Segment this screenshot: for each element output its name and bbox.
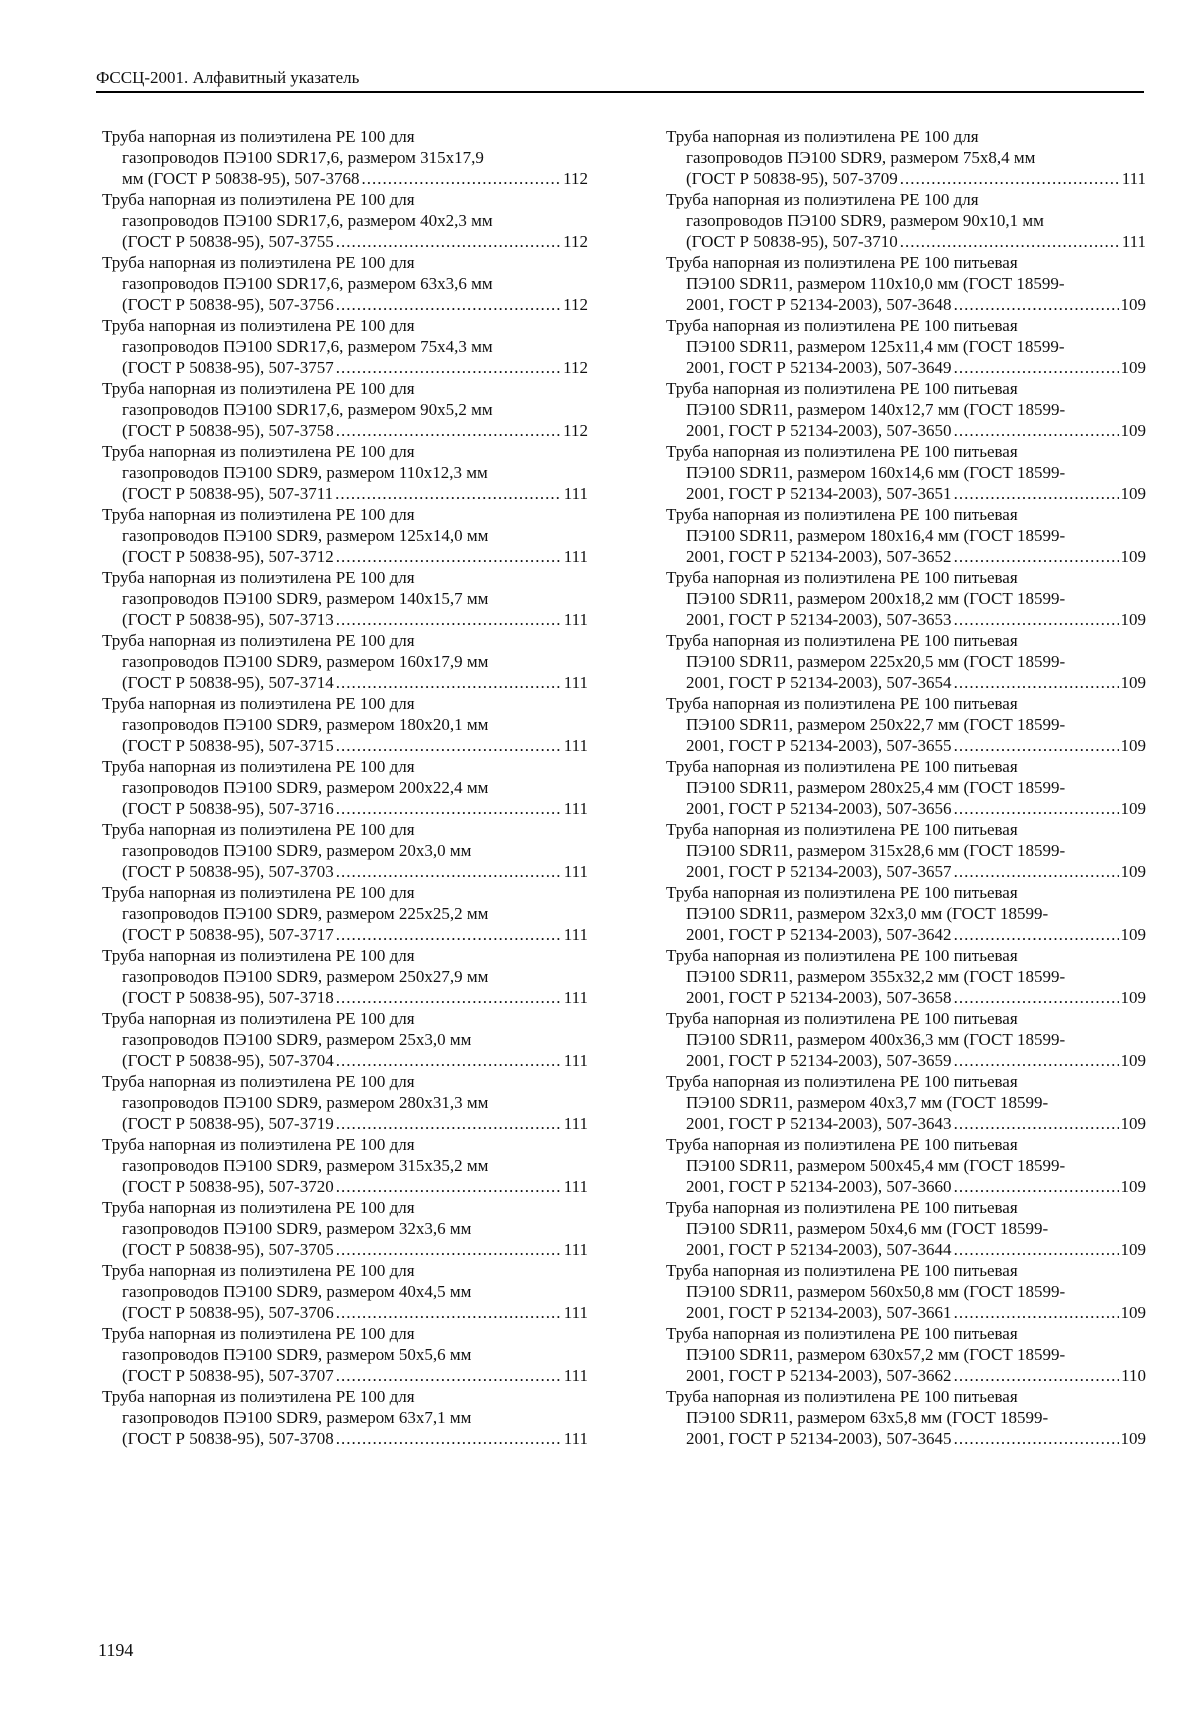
dot-leader — [954, 1302, 1119, 1323]
entry-page-number: 109 — [1120, 1303, 1146, 1322]
entry-reference: 2001, ГОСТ Р 52134-2003), 507-3658 — [686, 988, 952, 1007]
entry-reference: (ГОСТ Р 50838-95), 507-3719 — [122, 1114, 334, 1133]
entry-page-number: 111 — [563, 1051, 588, 1070]
entry-line-1: Труба напорная из полиэтилена PE 100 питьевая — [666, 316, 1018, 335]
dot-leader — [954, 1365, 1120, 1386]
index-entry — [666, 126, 1146, 189]
dot-leader — [954, 735, 1119, 756]
index-entry — [666, 945, 1146, 1008]
entry-line-3 — [102, 168, 588, 189]
entry-page-number: 109 — [1120, 1051, 1146, 1070]
entry-reference: (ГОСТ Р 50838-95), 507-3703 — [122, 862, 334, 881]
entry-page-number: 109 — [1120, 1429, 1146, 1448]
entry-line-2: ПЭ100 SDR11, размером 32х3,0 мм (ГОСТ 18599- — [686, 904, 1049, 923]
entry-line-1: Труба напорная из полиэтилена PE 100 для — [102, 1072, 415, 1091]
entry-line-3 — [666, 168, 1146, 189]
index-column-left — [102, 126, 588, 1449]
dot-leader — [954, 1239, 1119, 1260]
entry-line-3 — [666, 546, 1146, 567]
index-entry — [666, 504, 1146, 567]
entry-page-number: 109 — [1120, 421, 1146, 440]
entry-reference: 2001, ГОСТ Р 52134-2003), 507-3643 — [686, 1114, 952, 1133]
dot-leader — [336, 1302, 562, 1323]
entry-line-2: газопроводов ПЭ100 SDR9, размером 75х8,4 мм — [686, 148, 1036, 167]
dot-leader — [954, 483, 1119, 504]
entry-reference: (ГОСТ Р 50838-95), 507-3710 — [686, 232, 898, 251]
entry-line-1: Труба напорная из полиэтилена PE 100 питьевая — [666, 946, 1018, 965]
entry-reference: (ГОСТ Р 50838-95), 507-3709 — [686, 169, 898, 188]
entry-line-1: Труба напорная из полиэтилена PE 100 питьевая — [666, 631, 1018, 650]
entry-reference: 2001, ГОСТ Р 52134-2003), 507-3659 — [686, 1051, 952, 1070]
dot-leader — [954, 798, 1119, 819]
dot-leader — [336, 672, 562, 693]
entry-line-2: газопроводов ПЭ100 SDR9, размером 90х10,1 мм — [686, 211, 1044, 230]
dot-leader — [954, 1428, 1119, 1449]
entry-line-2: газопроводов ПЭ100 SDR9, размером 32х3,6 мм — [122, 1219, 472, 1238]
entry-line-2: газопроводов ПЭ100 SDR9, размером 140х15,7 мм — [122, 589, 489, 608]
index-entry — [666, 1134, 1146, 1197]
entry-line-1: Труба напорная из полиэтилена PE 100 для — [102, 127, 415, 146]
entry-page-number: 109 — [1120, 1240, 1146, 1259]
entry-line-1: Труба напорная из полиэтилена PE 100 питьевая — [666, 1387, 1018, 1406]
page-number: 1194 — [98, 1640, 134, 1660]
entry-line-2: ПЭ100 SDR11, размером 160х14,6 мм (ГОСТ 18599- — [686, 463, 1066, 482]
dot-leader — [336, 546, 562, 567]
entry-line-2: газопроводов ПЭ100 SDR9, размером 280х31,3 мм — [122, 1093, 489, 1112]
entry-line-2: ПЭ100 SDR11, размером 500х45,4 мм (ГОСТ 18599- — [686, 1156, 1066, 1175]
entry-line-2: газопроводов ПЭ100 SDR9, размером 225х25,2 мм — [122, 904, 489, 923]
entry-line-2: ПЭ100 SDR11, размером 180х16,4 мм (ГОСТ 18599- — [686, 526, 1066, 545]
entry-line-1: Труба напорная из полиэтилена PE 100 для — [102, 694, 415, 713]
entry-line-2: ПЭ100 SDR11, размером 40х3,7 мм (ГОСТ 18599- — [686, 1093, 1049, 1112]
entry-line-2: газопроводов ПЭ100 SDR9, размером 160х17,9 мм — [122, 652, 489, 671]
entry-line-3 — [666, 1365, 1146, 1386]
entry-line-1: Труба напорная из полиэтилена PE 100 для — [102, 1261, 415, 1280]
index-entry — [102, 504, 588, 567]
dot-leader — [336, 1239, 562, 1260]
entry-page-number: 109 — [1120, 610, 1146, 629]
entry-line-3 — [666, 1113, 1146, 1134]
entry-line-1: Труба напорная из полиэтилена PE 100 для — [102, 946, 415, 965]
entry-reference: 2001, ГОСТ Р 52134-2003), 507-3649 — [686, 358, 952, 377]
dot-leader — [954, 924, 1119, 945]
entry-line-1: Труба напорная из полиэтилена PE 100 питьевая — [666, 820, 1018, 839]
entry-page-number: 109 — [1120, 862, 1146, 881]
entry-reference: (ГОСТ Р 50838-95), 507-3718 — [122, 988, 334, 1007]
entry-line-1: Труба напорная из полиэтилена PE 100 питьевая — [666, 568, 1018, 587]
entry-line-1: Труба напорная из полиэтилена PE 100 для — [102, 1135, 415, 1154]
dot-leader — [900, 168, 1120, 189]
entry-line-3 — [666, 798, 1146, 819]
index-entry — [102, 189, 588, 252]
dot-leader — [336, 1365, 562, 1386]
entry-reference: (ГОСТ Р 50838-95), 507-3705 — [122, 1240, 334, 1259]
dot-leader — [335, 483, 562, 504]
entry-line-2: газопроводов ПЭ100 SDR17,6, размером 63х3,6 мм — [122, 274, 493, 293]
entry-line-2: ПЭ100 SDR11, размером 50х4,6 мм (ГОСТ 18599- — [686, 1219, 1049, 1238]
entry-line-1: Труба напорная из полиэтилена PE 100 питьевая — [666, 694, 1018, 713]
entry-reference: 2001, ГОСТ Р 52134-2003), 507-3645 — [686, 1429, 952, 1448]
entry-line-3 — [102, 672, 588, 693]
dot-leader — [361, 168, 561, 189]
entry-line-2: газопроводов ПЭ100 SDR9, размером 50х5,6 мм — [122, 1345, 472, 1364]
dot-leader — [336, 735, 562, 756]
entry-line-1: Труба напорная из полиэтилена PE 100 для — [102, 505, 415, 524]
index-entry — [666, 882, 1146, 945]
entry-line-3 — [666, 420, 1146, 441]
index-entry — [102, 567, 588, 630]
index-entry — [666, 1197, 1146, 1260]
entry-page-number: 109 — [1120, 988, 1146, 1007]
entry-line-3 — [666, 924, 1146, 945]
entry-page-number: 109 — [1120, 736, 1146, 755]
entry-reference: 2001, ГОСТ Р 52134-2003), 507-3660 — [686, 1177, 952, 1196]
entry-page-number: 110 — [1121, 1366, 1146, 1385]
index-entry — [666, 1260, 1146, 1323]
entry-page-number: 109 — [1120, 673, 1146, 692]
entry-line-1: Труба напорная из полиэтилена PE 100 для — [102, 1198, 415, 1217]
entry-page-number: 111 — [563, 673, 588, 692]
entry-page-number: 109 — [1120, 925, 1146, 944]
entry-line-3 — [666, 294, 1146, 315]
index-entry — [666, 693, 1146, 756]
entry-line-1: Труба напорная из полиэтилена PE 100 питьевая — [666, 1135, 1018, 1154]
entry-line-1: Труба напорная из полиэтилена PE 100 питьевая — [666, 1072, 1018, 1091]
entry-line-2: ПЭ100 SDR11, размером 225х20,5 мм (ГОСТ 18599- — [686, 652, 1066, 671]
index-entry — [666, 630, 1146, 693]
entry-line-3 — [102, 294, 588, 315]
dot-leader — [336, 1428, 562, 1449]
index-entry — [102, 1071, 588, 1134]
entry-reference: 2001, ГОСТ Р 52134-2003), 507-3655 — [686, 736, 952, 755]
entry-line-3 — [102, 1365, 588, 1386]
entry-line-2: газопроводов ПЭ100 SDR17,6, размером 75х4,3 мм — [122, 337, 493, 356]
entry-line-3 — [102, 798, 588, 819]
entry-line-3 — [666, 1239, 1146, 1260]
entry-reference: мм (ГОСТ Р 50838-95), 507-3768 — [122, 169, 360, 188]
entry-reference: (ГОСТ Р 50838-95), 507-3755 — [122, 232, 334, 251]
entry-line-3 — [102, 609, 588, 630]
entry-line-1: Труба напорная из полиэтилена PE 100 для — [102, 1387, 415, 1406]
entry-line-3 — [102, 924, 588, 945]
entry-line-1: Труба напорная из полиэтилена PE 100 для — [102, 568, 415, 587]
entry-line-2: ПЭ100 SDR11, размером 140х12,7 мм (ГОСТ 18599- — [686, 400, 1066, 419]
entry-line-1: Труба напорная из полиэтилена PE 100 для — [666, 127, 979, 146]
entry-line-2: газопроводов ПЭ100 SDR9, размером 40х4,5 мм — [122, 1282, 472, 1301]
entry-reference: (ГОСТ Р 50838-95), 507-3708 — [122, 1429, 334, 1448]
entry-line-3 — [102, 861, 588, 882]
entry-line-2: газопроводов ПЭ100 SDR9, размером 25х3,0 мм — [122, 1030, 472, 1049]
entry-line-2: ПЭ100 SDR11, размером 280х25,4 мм (ГОСТ 18599- — [686, 778, 1066, 797]
entry-reference: (ГОСТ Р 50838-95), 507-3707 — [122, 1366, 334, 1385]
dot-leader — [336, 861, 562, 882]
entry-line-1: Труба напорная из полиэтилена PE 100 питьевая — [666, 883, 1018, 902]
entry-line-1: Труба напорная из полиэтилена PE 100 питьевая — [666, 757, 1018, 776]
entry-line-3 — [102, 1302, 588, 1323]
entry-line-3 — [102, 1050, 588, 1071]
entry-line-2: ПЭ100 SDR11, размером 250х22,7 мм (ГОСТ 18599- — [686, 715, 1066, 734]
dot-leader — [336, 798, 562, 819]
dot-leader — [954, 294, 1119, 315]
entry-line-1: Труба напорная из полиэтилена PE 100 питьевая — [666, 253, 1018, 272]
entry-reference: (ГОСТ Р 50838-95), 507-3756 — [122, 295, 334, 314]
entry-line-1: Труба напорная из полиэтилена PE 100 для — [102, 1009, 415, 1028]
entry-line-2: ПЭ100 SDR11, размером 560х50,8 мм (ГОСТ 18599- — [686, 1282, 1066, 1301]
entry-line-3 — [666, 231, 1146, 252]
index-entry — [102, 252, 588, 315]
entry-page-number: 111 — [1121, 169, 1146, 188]
entry-line-3 — [666, 987, 1146, 1008]
entry-reference: 2001, ГОСТ Р 52134-2003), 507-3657 — [686, 862, 952, 881]
entry-line-1: Труба напорная из полиэтилена PE 100 питьевая — [666, 1198, 1018, 1217]
entry-reference: (ГОСТ Р 50838-95), 507-3715 — [122, 736, 334, 755]
entry-page-number: 109 — [1120, 799, 1146, 818]
index-entry — [666, 441, 1146, 504]
entry-line-2: газопроводов ПЭ100 SDR9, размером 250х27,9 мм — [122, 967, 489, 986]
entry-reference: 2001, ГОСТ Р 52134-2003), 507-3644 — [686, 1240, 952, 1259]
entry-reference: (ГОСТ Р 50838-95), 507-3713 — [122, 610, 334, 629]
entry-reference: 2001, ГОСТ Р 52134-2003), 507-3652 — [686, 547, 952, 566]
dot-leader — [336, 1176, 562, 1197]
entry-line-1: Труба напорная из полиэтилена PE 100 питьевая — [666, 379, 1018, 398]
entry-page-number: 111 — [563, 1114, 588, 1133]
index-entry — [666, 1071, 1146, 1134]
entry-page-number: 109 — [1120, 1177, 1146, 1196]
entry-page-number: 111 — [563, 925, 588, 944]
entry-reference: 2001, ГОСТ Р 52134-2003), 507-3654 — [686, 673, 952, 692]
index-entry — [102, 1323, 588, 1386]
dot-leader — [336, 357, 561, 378]
dot-leader — [336, 987, 562, 1008]
entry-line-3 — [666, 1428, 1146, 1449]
dot-leader — [336, 1050, 562, 1071]
entry-reference: 2001, ГОСТ Р 52134-2003), 507-3662 — [686, 1366, 952, 1385]
index-entry — [666, 756, 1146, 819]
entry-line-1: Труба напорная из полиэтилена PE 100 для — [102, 379, 415, 398]
page-header — [96, 68, 1144, 93]
entry-line-3 — [102, 1176, 588, 1197]
entry-line-1: Труба напорная из полиэтилена PE 100 питьевая — [666, 442, 1018, 461]
index-entry — [666, 819, 1146, 882]
entry-line-1: Труба напорная из полиэтилена PE 100 питьевая — [666, 505, 1018, 524]
entry-page-number: 111 — [563, 1429, 588, 1448]
entry-line-2: ПЭ100 SDR11, размером 355х32,2 мм (ГОСТ 18599- — [686, 967, 1066, 986]
index-entry — [666, 252, 1146, 315]
index-entry — [102, 126, 588, 189]
entry-page-number: 112 — [563, 295, 588, 314]
entry-line-2: ПЭ100 SDR11, размером 125х11,4 мм (ГОСТ 18599- — [686, 337, 1065, 356]
index-entry — [666, 1323, 1146, 1386]
entry-line-2: газопроводов ПЭ100 SDR9, размером 110х12,3 мм — [122, 463, 488, 482]
entry-line-3 — [102, 987, 588, 1008]
entry-line-1: Труба напорная из полиэтилена PE 100 для — [102, 757, 415, 776]
entry-line-3 — [666, 483, 1146, 504]
dot-leader — [954, 987, 1119, 1008]
entry-page-number: 111 — [563, 484, 588, 503]
dot-leader — [336, 1113, 562, 1134]
entry-line-3 — [102, 483, 588, 504]
index-entry — [102, 756, 588, 819]
entry-page-number: 111 — [1121, 232, 1146, 251]
dot-leader — [954, 420, 1119, 441]
entry-page-number: 111 — [563, 862, 588, 881]
entry-line-3 — [102, 231, 588, 252]
entry-line-2: ПЭ100 SDR11, размером 200х18,2 мм (ГОСТ 18599- — [686, 589, 1066, 608]
entry-line-2: газопроводов ПЭ100 SDR9, размером 125х14,0 мм — [122, 526, 489, 545]
entry-page-number: 112 — [563, 358, 588, 377]
entry-line-2: ПЭ100 SDR11, размером 63х5,8 мм (ГОСТ 18599- — [686, 1408, 1049, 1427]
entry-line-2: ПЭ100 SDR11, размером 315х28,6 мм (ГОСТ 18599- — [686, 841, 1066, 860]
entry-page-number: 109 — [1120, 358, 1146, 377]
entry-reference: (ГОСТ Р 50838-95), 507-3714 — [122, 673, 334, 692]
entry-reference: (ГОСТ Р 50838-95), 507-3706 — [122, 1303, 334, 1322]
entry-line-2: газопроводов ПЭ100 SDR9, размером 180х20,1 мм — [122, 715, 489, 734]
entry-reference: 2001, ГОСТ Р 52134-2003), 507-3661 — [686, 1303, 952, 1322]
entry-line-3 — [102, 1113, 588, 1134]
dot-leader — [336, 420, 561, 441]
entry-line-3 — [102, 420, 588, 441]
dot-leader — [954, 1113, 1119, 1134]
entry-line-1: Труба напорная из полиэтилена PE 100 для — [102, 190, 415, 209]
entry-line-1: Труба напорная из полиэтилена PE 100 для — [102, 253, 415, 272]
dot-leader — [336, 231, 561, 252]
entry-page-number: 111 — [563, 1303, 588, 1322]
entry-reference: 2001, ГОСТ Р 52134-2003), 507-3656 — [686, 799, 952, 818]
entry-line-2: газопроводов ПЭ100 SDR17,6, размером 90х5,2 мм — [122, 400, 493, 419]
entry-line-2: газопроводов ПЭ100 SDR17,6, размером 40х2,3 мм — [122, 211, 493, 230]
entry-page-number: 111 — [563, 988, 588, 1007]
entry-page-number: 109 — [1120, 295, 1146, 314]
dot-leader — [336, 609, 562, 630]
index-entry — [102, 1134, 588, 1197]
index-entry — [666, 378, 1146, 441]
entry-line-3 — [102, 1428, 588, 1449]
dot-leader — [954, 546, 1119, 567]
entry-reference: (ГОСТ Р 50838-95), 507-3711 — [122, 484, 334, 503]
entry-reference: 2001, ГОСТ Р 52134-2003), 507-3651 — [686, 484, 952, 503]
entry-line-1: Труба напорная из полиэтилена PE 100 для — [102, 631, 415, 650]
entry-reference: (ГОСТ Р 50838-95), 507-3758 — [122, 421, 334, 440]
entry-line-3 — [666, 1176, 1146, 1197]
entry-line-2: ПЭ100 SDR11, размером 400х36,3 мм (ГОСТ 18599- — [686, 1030, 1066, 1049]
entry-line-1: Труба напорная из полиэтилена PE 100 для — [102, 1324, 415, 1343]
dot-leader — [954, 357, 1119, 378]
entry-page-number: 112 — [563, 421, 588, 440]
entry-line-1: Труба напорная из полиэтилена PE 100 питьевая — [666, 1261, 1018, 1280]
entry-line-1: Труба напорная из полиэтилена PE 100 для — [102, 442, 415, 461]
index-entry — [666, 315, 1146, 378]
entry-line-2: газопроводов ПЭ100 SDR17,6, размером 315х17,9 — [122, 148, 484, 167]
entry-line-3 — [102, 735, 588, 756]
index-entry — [102, 819, 588, 882]
entry-page-number: 111 — [563, 610, 588, 629]
entry-line-3 — [666, 1050, 1146, 1071]
entry-line-2: газопроводов ПЭ100 SDR9, размером 200х22,4 мм — [122, 778, 489, 797]
dot-leader — [954, 672, 1119, 693]
index-entry — [666, 1386, 1146, 1449]
entry-line-3 — [666, 357, 1146, 378]
entry-line-1: Труба напорная из полиэтилена PE 100 питьевая — [666, 1009, 1018, 1028]
index-entry — [102, 1386, 588, 1449]
entry-reference: (ГОСТ Р 50838-95), 507-3720 — [122, 1177, 334, 1196]
dot-leader — [900, 231, 1120, 252]
index-entry — [102, 315, 588, 378]
entry-page-number: 112 — [563, 169, 588, 188]
dot-leader — [954, 1050, 1119, 1071]
entry-reference: 2001, ГОСТ Р 52134-2003), 507-3650 — [686, 421, 952, 440]
entry-line-3 — [666, 672, 1146, 693]
header-title: ФССЦ-2001. Алфавитный указатель — [96, 68, 360, 87]
index-entry — [102, 1260, 588, 1323]
entry-line-2: газопроводов ПЭ100 SDR9, размером 63х7,1 мм — [122, 1408, 472, 1427]
entry-reference: (ГОСТ Р 50838-95), 507-3716 — [122, 799, 334, 818]
entry-page-number: 111 — [563, 799, 588, 818]
entry-page-number: 109 — [1120, 1114, 1146, 1133]
index-entry — [102, 882, 588, 945]
entry-line-2: газопроводов ПЭ100 SDR9, размером 315х35,2 мм — [122, 1156, 489, 1175]
index-entry — [102, 693, 588, 756]
index-entry — [102, 441, 588, 504]
dot-leader — [954, 1176, 1119, 1197]
dot-leader — [954, 861, 1119, 882]
entry-reference: 2001, ГОСТ Р 52134-2003), 507-3653 — [686, 610, 952, 629]
entry-line-3 — [666, 861, 1146, 882]
entry-line-3 — [666, 1302, 1146, 1323]
entry-line-3 — [102, 357, 588, 378]
index-entry — [102, 945, 588, 1008]
entry-page-number: 111 — [563, 547, 588, 566]
entry-page-number: 111 — [563, 1366, 588, 1385]
entry-line-1: Труба напорная из полиэтилена PE 100 для — [102, 316, 415, 335]
entry-reference: (ГОСТ Р 50838-95), 507-3717 — [122, 925, 334, 944]
entry-reference: (ГОСТ Р 50838-95), 507-3712 — [122, 547, 334, 566]
index-entry — [666, 567, 1146, 630]
entry-reference: 2001, ГОСТ Р 52134-2003), 507-3648 — [686, 295, 952, 314]
index-entry — [666, 189, 1146, 252]
entry-page-number: 111 — [563, 1240, 588, 1259]
index-entry — [102, 630, 588, 693]
dot-leader — [954, 609, 1119, 630]
index-entry — [666, 1008, 1146, 1071]
index-entry — [102, 378, 588, 441]
entry-page-number: 109 — [1120, 547, 1146, 566]
entry-line-3 — [102, 1239, 588, 1260]
dot-leader — [336, 924, 562, 945]
entry-line-3 — [666, 735, 1146, 756]
entry-line-1: Труба напорная из полиэтилена PE 100 питьевая — [666, 1324, 1018, 1343]
entry-line-1: Труба напорная из полиэтилена PE 100 для — [102, 883, 415, 902]
entry-line-1: Труба напорная из полиэтилена PE 100 для — [102, 820, 415, 839]
entry-reference: (ГОСТ Р 50838-95), 507-3704 — [122, 1051, 334, 1070]
entry-page-number: 112 — [563, 232, 588, 251]
index-entry — [102, 1197, 588, 1260]
entry-page-number: 111 — [563, 736, 588, 755]
entry-reference: 2001, ГОСТ Р 52134-2003), 507-3642 — [686, 925, 952, 944]
entry-line-2: ПЭ100 SDR11, размером 630х57,2 мм (ГОСТ 18599- — [686, 1345, 1066, 1364]
entry-line-1: Труба напорная из полиэтилена PE 100 для — [666, 190, 979, 209]
entry-line-3 — [666, 609, 1146, 630]
index-entry — [102, 1008, 588, 1071]
entry-page-number: 109 — [1120, 484, 1146, 503]
entry-page-number: 111 — [563, 1177, 588, 1196]
entry-line-3 — [102, 546, 588, 567]
index-column-right — [666, 126, 1146, 1449]
dot-leader — [336, 294, 561, 315]
entry-line-2: ПЭ100 SDR11, размером 110х10,0 мм (ГОСТ 18599- — [686, 274, 1065, 293]
entry-reference: (ГОСТ Р 50838-95), 507-3757 — [122, 358, 334, 377]
entry-line-2: газопроводов ПЭ100 SDR9, размером 20х3,0 мм — [122, 841, 472, 860]
